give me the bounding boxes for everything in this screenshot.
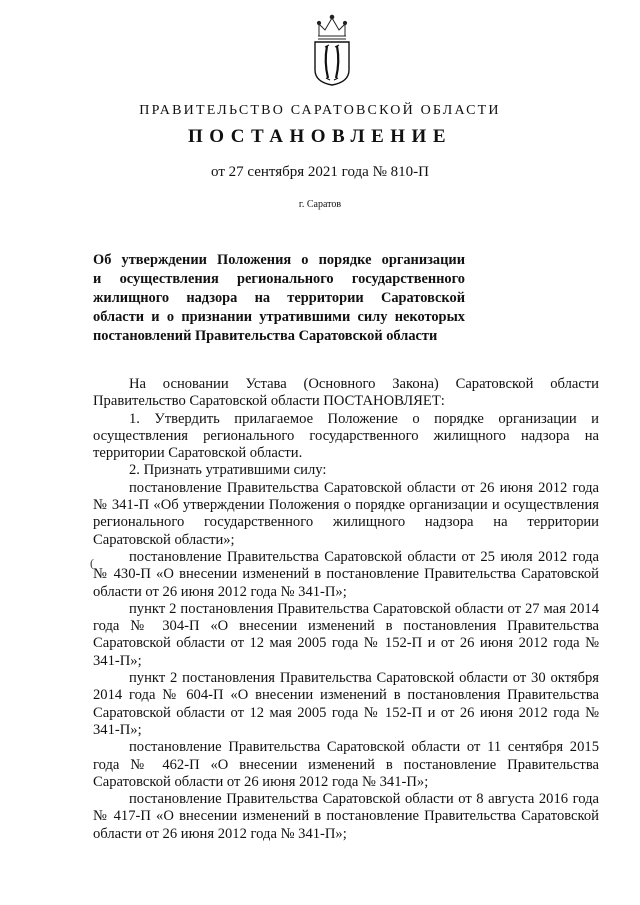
preamble-paragraph: На основании Устава (Основного Закона) Саратовской области Правительство Саратовской области ПОСТАНОВЛЯЕТ:	[93, 376, 599, 410]
subject-line: жилищного надзора на территории Саратовской	[93, 290, 465, 306]
subject-line: постановлений Правительства Саратовской области	[93, 328, 438, 344]
document-date-number: от 27 сентября 2021 года № 810-П	[211, 164, 429, 180]
repealed-act-paragraph: пункт 2 постановления Правительства Саратовской области от 30 октября 2014 года № 604-П «О внесении изменений в постановления Правительства Саратовской области от 12 мая 2005 года № 152-П и от 26 июня 2012 года № 341-П»;	[93, 670, 599, 738]
subject-line: Об утверждении Положения о порядке организации	[93, 252, 465, 268]
repealed-act-paragraph: постановление Правительства Саратовской области от 8 августа 2016 года № 417-П «О внесении изменений в постановление Правительства Саратовской области от 26 июня 2012 года № 341-П»;	[93, 791, 599, 842]
coat-of-arms-icon	[307, 14, 357, 86]
document-body	[93, 376, 599, 843]
repealed-act-paragraph: постановление Правительства Саратовской области от 25 июля 2012 года № 430-П «О внесении изменений в постановление Правительства Саратовской области от 26 июня 2012 года № 341-П»;	[93, 548, 599, 600]
subject-line: и осуществления регионального государственного	[93, 271, 465, 287]
organization-title: ПРАВИТЕЛЬСТВО САРАТОВСКОЙ ОБЛАСТИ	[139, 103, 501, 118]
scan-mark: (	[90, 556, 94, 570]
document-type: ПОСТАНОВЛЕНИЕ	[187, 126, 453, 147]
repealed-act-paragraph: постановление Правительства Саратовской области от 11 сентября 2015 года № 462-П «О внесении изменений в постановление Правительства Саратовской области от 26 июня 2012 года № 341-П»;	[93, 739, 599, 790]
repealed-act-paragraph: пункт 2 постановления Правительства Саратовской области от 27 мая 2014 года № 304-П «О внесении изменений в постановления Правительства Саратовской области от 12 мая 2005 года № 152-П и от 26 июня 2012 года № 341-П»;	[93, 600, 599, 669]
item-1-paragraph: 1. Утвердить прилагаемое Положение о порядке организации и осуществления регионального государственного жилищного надзора на территории Саратовской области.	[93, 410, 599, 462]
document-city: г. Саратов	[298, 199, 342, 210]
subject-line: области и о признании утратившими силу некоторых	[93, 309, 465, 325]
document-subject	[93, 251, 465, 346]
item-2-paragraph: 2. Признать утратившими силу:	[129, 462, 327, 479]
repealed-act-paragraph: постановление Правительства Саратовской области от 26 июня 2012 года № 341-П «Об утверждении Положения о порядке организации и осуществления регионального государственного жилищного надзора на территории Саратовской области»;	[93, 479, 599, 548]
